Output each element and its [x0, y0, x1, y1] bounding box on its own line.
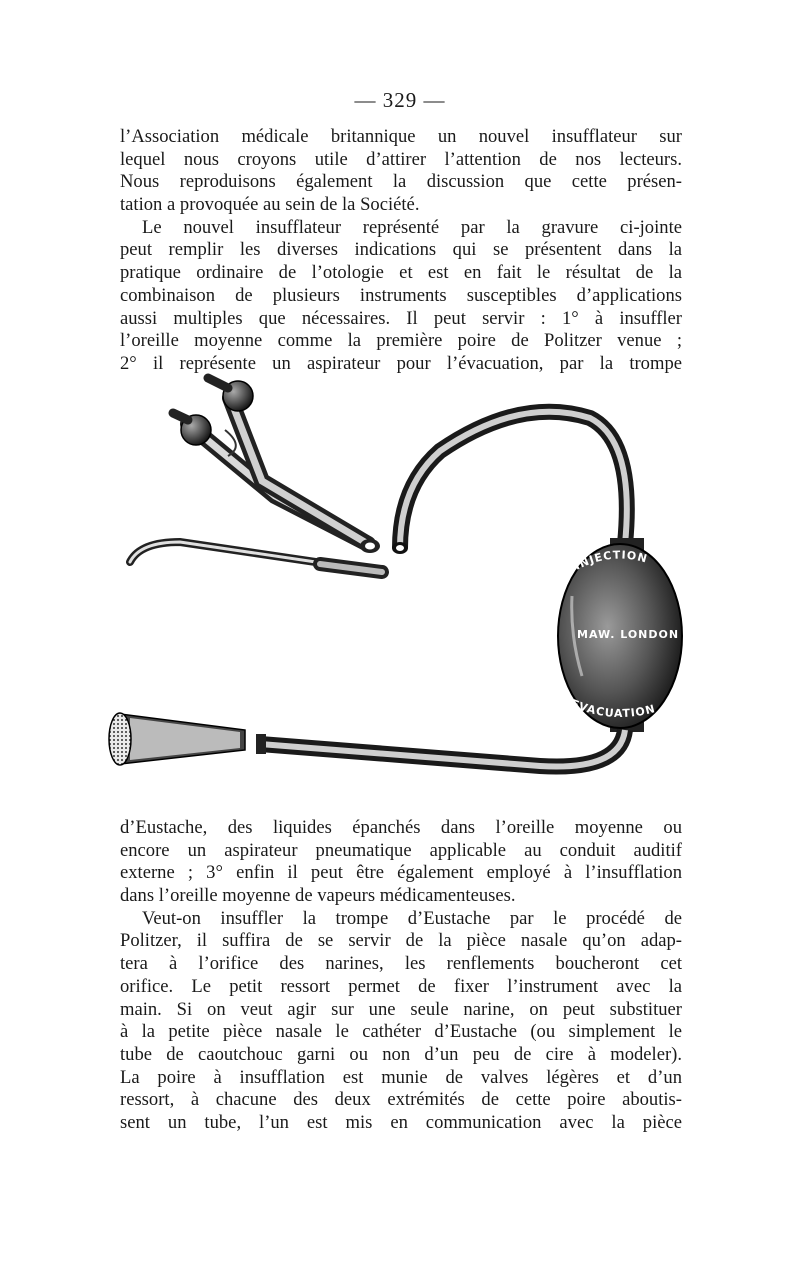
nasal-piece [173, 378, 380, 553]
top-paragraph-line: l’Association médicale britannique un nouvel insufflateur sur [120, 126, 682, 147]
top-paragraph-line: 2° il représente un aspirateur pour l’évacuation, par la trompe [120, 352, 682, 374]
bottom-paragraph-line: encore un aspirateur pneumatique applicable au conduit auditif [120, 839, 682, 861]
insufflator-illustration [100, 366, 700, 806]
top-paragraph-line: aussi multiples que nécessaires. Il peut servir : 1° à insuffler [120, 307, 682, 329]
top-paragraph-line: combinaison de plusieurs instruments susceptibles d’applications [120, 284, 682, 306]
bulb-label-injection: INJECTION [572, 548, 650, 573]
insufflator-engraving [100, 366, 700, 806]
top-paragraph-line: l’oreille moyenne comme la première poire de Politzer venue ; [120, 330, 682, 352]
bottom-paragraph-line: La poire à insufflation est munie de valves légères et d’un [120, 1066, 682, 1088]
bottom-paragraph-line: tera à l’orifice des narines, les renflements boucheront cet [120, 953, 682, 975]
bottom-paragraph-line: ressort, à chacune des deux extrémités de cette poire aboutis- [120, 1089, 682, 1111]
top-paragraph-line: peut remplir les diverses indications qui se présentent dans la [120, 239, 682, 261]
page-number: — 329 — [354, 88, 446, 112]
bottom-paragraph-line: externe ; 3° enfin il peut être également employé à l’insufflation [120, 862, 682, 884]
bottom-paragraph-line: orifice. Le petit ressort permet de fixer l’instrument avec la [120, 975, 682, 997]
text-block-bottom [120, 817, 682, 1135]
eustachian-catheter [130, 542, 382, 572]
bottom-paragraph-line: à la petite pièce nasale le cathéter d’Eustache (ou simplement le [120, 1021, 682, 1043]
bottom-paragraph-line: main. Si on veut agir sur une seule narine, on peut substituer [120, 998, 682, 1020]
ear-speculum [109, 713, 245, 765]
top-paragraph-line: lequel nous croyons utile d’attirer l’attention de nos lecteurs. [120, 148, 682, 170]
upper-tube [392, 412, 627, 554]
insufflation-bulb [558, 538, 682, 732]
text-block-top [120, 126, 682, 376]
top-paragraph-line: Le nouvel insufflateur représenté par la gravure ci-jointe [142, 216, 682, 238]
top-paragraph-line: Nous reproduisons également la discussion que cette présen- [120, 171, 682, 193]
bulb-label-evacuation: EVACUATION [568, 696, 658, 721]
bottom-paragraph-line: Politzer, il suffira de se servir de la pièce nasale qu’on adap- [120, 930, 682, 952]
bottom-paragraph-line: tube de caoutchouc garni ou non d’un peu de cire à modeler). [120, 1043, 682, 1065]
bottom-paragraph-line: dans l’oreille moyenne de vapeurs médicamenteuses. [120, 885, 516, 907]
bottom-paragraph-line: Veut-on insuffler la trompe d’Eustache par le procédé de [142, 907, 682, 929]
bulb-label-maker: MAW. LONDON [577, 628, 680, 641]
lower-tube [256, 730, 625, 767]
top-paragraph-line: tation a provoquée au sein de la Société. [120, 194, 420, 216]
bottom-paragraph-line: d’Eustache, des liquides épanchés dans l’oreille moyenne ou [120, 817, 682, 838]
bottom-paragraph-line: sent un tube, l’un est mis en communication avec la pièce [120, 1111, 682, 1133]
top-paragraph-line: pratique ordinaire de l’otologie et est en fait le résultat de la [120, 262, 682, 284]
